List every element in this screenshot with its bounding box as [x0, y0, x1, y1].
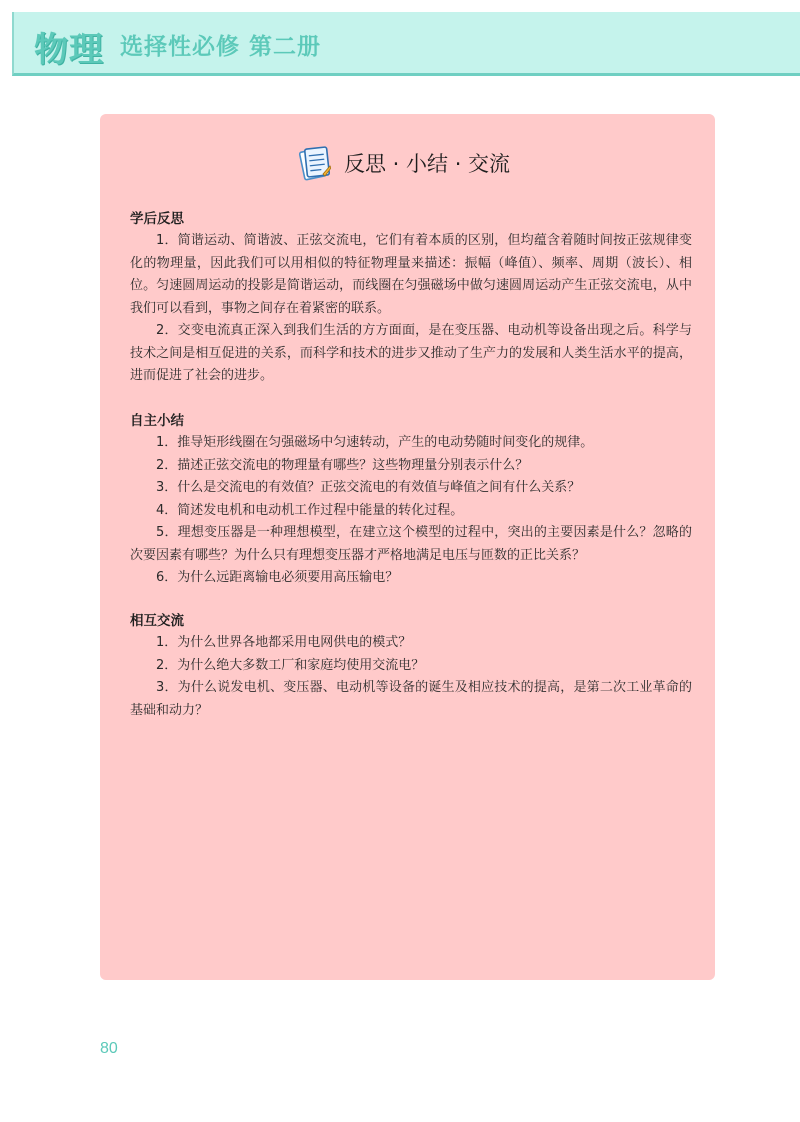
- paragraph: 2．交变电流真正深入到我们生活的方方面面，是在变压器、电动机等设备出现之后。科学与技术之间是相互促进的关系，而科学和技术的进步又推动了生产力的发展和人类生活水平的提高，进而促进了社会的进步。: [130, 323, 692, 383]
- paragraph: 1．简谐运动、简谐波、正弦交流电，它们有着本质的区别，但均蕴含着随时间按正弦规律变化的物理量，因此我们可以用相似的特征物理量来描述：振幅（峰值）、频率、周期（波长）、相位。匀速圆周运动的投影是简谐运动，而线圈在匀强磁场中做匀速圆周运动产生正弦交流电，从中我们可以看到，事物之间存在着紧密的联系。: [130, 233, 692, 316]
- section-title: 自主小结: [130, 413, 184, 429]
- subject-title: 物理: [34, 30, 104, 70]
- summary-heading: [100, 144, 715, 184]
- section-exchange: [130, 610, 692, 722]
- book-title: 选择性必修 第二册: [120, 34, 322, 60]
- list-item: 2．描述正弦交流电的物理量有哪些？这些物理量分别表示什么？: [156, 457, 529, 473]
- summary-heading-text: 反思 · 小结 · 交流: [344, 152, 511, 176]
- list-item: 3．为什么说发电机、变压器、电动机等设备的诞生及相应技术的提高，是第二次工业革命的基础和动力？: [130, 680, 692, 718]
- page-number: 80: [100, 1040, 118, 1057]
- list-item: 4．简述发电机和电动机工作过程中能量的转化过程。: [156, 502, 464, 518]
- summary-box: [100, 114, 715, 980]
- list-item: 3．什么是交流电的有效值？正弦交流电的有效值与峰值之间有什么关系？: [156, 480, 581, 495]
- list-item: 1．为什么世界各地都采用电网供电的模式？: [156, 635, 412, 650]
- list-item: 1．推导矩形线圈在匀强磁场中匀速转动，产生的电动势随时间变化的规律。: [156, 435, 594, 450]
- list-item: 6．为什么远距离输电必须要用高压输电？: [156, 570, 399, 585]
- list-item: 5．理想变压器是一种理想模型，在建立这个模型的过程中，突出的主要因素是什么？忽略的次要因素有哪些？为什么只有理想变压器才严格地满足电压与匝数的正比关系？: [130, 525, 692, 563]
- notepad-icon: [297, 144, 331, 182]
- section-title: 相互交流: [130, 613, 184, 629]
- list-item: 2．为什么绝大多数工厂和家庭均使用交流电？: [156, 657, 425, 673]
- section-reflection: [130, 208, 692, 388]
- section-title: 学后反思: [130, 211, 184, 227]
- section-self-summary: [130, 410, 692, 590]
